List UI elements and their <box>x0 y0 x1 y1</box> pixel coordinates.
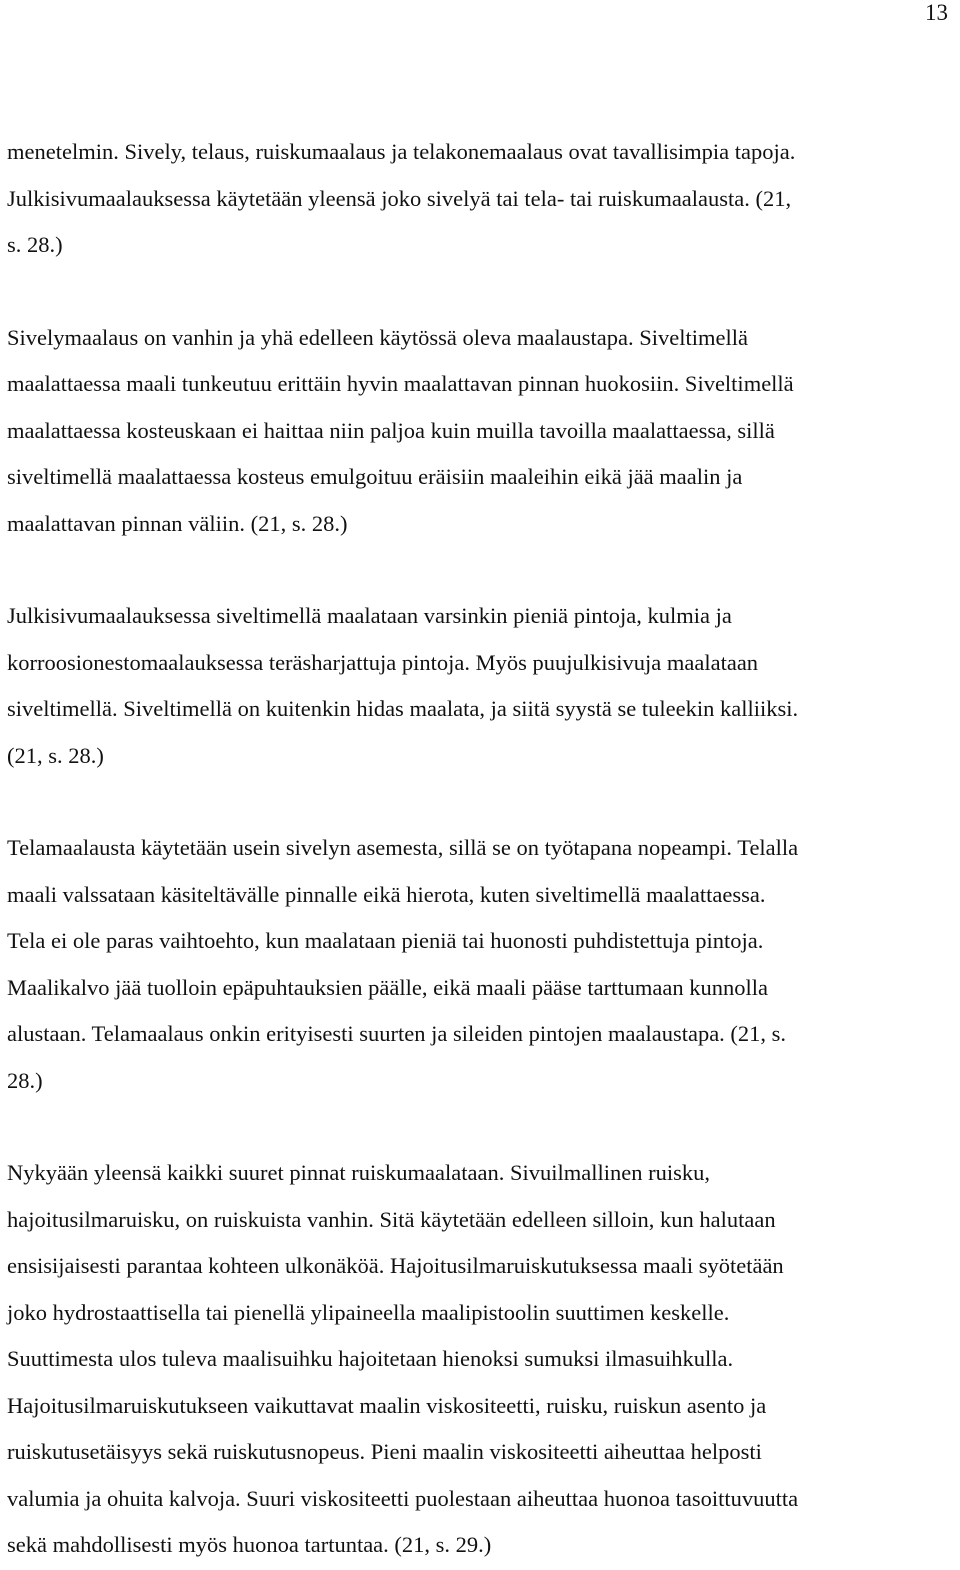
text-line: siveltimellä maalattaessa kosteus emulgoituu eräisiin maaleihin eikä jää maalin ja <box>7 464 743 489</box>
text-line: alustaan. Telamaalaus onkin erityisesti suurten ja sileiden pintojen maalaustapa. (21, s. <box>7 1021 787 1046</box>
text-line: menetelmin. Sively, telaus, ruiskumaalaus ja telakonemaalaus ovat tavallisimpia tapoja. <box>7 139 796 164</box>
text-line: 28.) <box>7 1067 43 1093</box>
page-number: 13 <box>925 0 948 25</box>
text-line: Tela ei ole paras vaihtoehto, kun maalataan pieniä tai huonosti puhdistettuja pintoja. <box>7 928 764 953</box>
paragraph <box>7 129 957 269</box>
text-line: Suuttimesta ulos tuleva maalisuihku hajoitetaan hienoksi sumuksi ilmasuihkulla. <box>7 1346 734 1371</box>
text-line: maali valssataan käsiteltävälle pinnalle eikä hierota, kuten siveltimellä maalattaessa. <box>7 881 766 907</box>
paragraph <box>7 315 957 548</box>
text-line: ruiskutusetäisyys sekä ruiskutusnopeus. Pieni maalin viskositeetti aiheuttaa helposti <box>7 1439 762 1464</box>
text-line: hajoitusilmaruisku, on ruiskuista vanhin. Sitä käytetään edelleen silloin, kun halutaan <box>7 1206 776 1232</box>
text-line: Sivelymaalaus on vanhin ja yhä edelleen käytössä oleva maalaustapa. Siveltimellä <box>7 324 749 350</box>
document-body <box>7 129 957 1569</box>
text-line: Nykyään yleensä kaikki suuret pinnat ruiskumaalataan. Sivuilmallinen ruisku, <box>7 1160 710 1185</box>
text-line: Hajoitusilmaruiskutukseen vaikuttavat maalin viskositeetti, ruisku, ruiskun asento ja <box>7 1392 767 1418</box>
text-line: Telamaalausta käytetään usein sivelyn asemesta, sillä se on työtapana nopeampi. Telalla <box>7 835 799 860</box>
text-line: siveltimellä. Siveltimellä on kuitenkin hidas maalata, ja siitä syystä se tuleekin kalliiksi. <box>7 696 799 721</box>
text-line: korroosionestomaalauksessa teräsharjattuja pintoja. Myös puujulkisivuja maalataan <box>7 649 759 675</box>
text-line: (21, s. 28.) <box>7 742 104 768</box>
paragraph <box>7 1150 957 1569</box>
text-line: s. 28.) <box>7 232 63 257</box>
text-line: sekä mahdollisesti myös huonoa tartuntaa. (21, s. 29.) <box>7 1532 492 1557</box>
text-line: ensisijaisesti parantaa kohteen ulkonäköä. Hajoitusilmaruiskutuksessa maali syötetään <box>7 1253 784 1278</box>
paragraph <box>7 593 957 779</box>
text-line: Julkisivumaalauksessa käytetään yleensä joko sivelyä tai tela- tai ruiskumaalausta. (21, <box>7 185 792 211</box>
text-line: maalattavan pinnan väliin. (21, s. 28.) <box>7 510 348 536</box>
text-line: maalattaessa maali tunkeutuu erittäin hyvin maalattavan pinnan huokosiin. Siveltimellä <box>7 371 794 396</box>
text-line: Julkisivumaalauksessa siveltimellä maalataan varsinkin pieniä pintoja, kulmia ja <box>7 603 732 628</box>
text-line: Maalikalvo jää tuolloin epäpuhtauksien päälle, eikä maali pääse tarttumaan kunnolla <box>7 974 768 1000</box>
paragraph <box>7 825 957 1104</box>
text-line: maalattaessa kosteuskaan ei haittaa niin paljoa kuin muilla tavoilla maalattaessa, sillä <box>7 417 775 443</box>
text-line: valumia ja ohuita kalvoja. Suuri viskositeetti puolestaan aiheuttaa huonoa tasoittuvuutta <box>7 1485 799 1511</box>
text-line: joko hydrostaattisella tai pienellä ylipaineella maalipistoolin suuttimen keskelle. <box>7 1299 730 1325</box>
